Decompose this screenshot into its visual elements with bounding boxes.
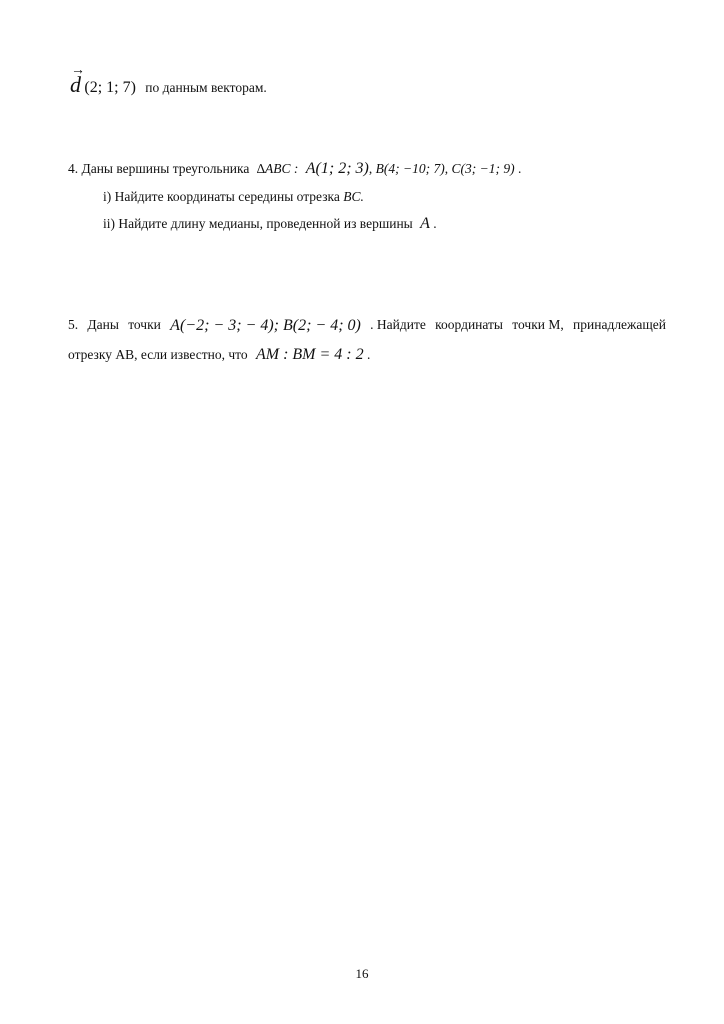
vector-d-symbol: → d — [70, 63, 85, 97]
vector-d-line — [70, 63, 267, 98]
vertex-a-label: A — [420, 215, 430, 232]
segment-bc: BC. — [343, 189, 364, 204]
task4-statement: 4. Даны вершины треугольника ∆ABC : A(1; 2; 3), B(4; −10; 7), C(3; −1; 9) . — [68, 160, 522, 177]
vector-d-text: по данным векторам. — [145, 80, 267, 95]
task5-points: A(−2; − 3; − 4); B(2; − 4; 0) — [170, 317, 361, 334]
vertex-c: C(3; −1; 9) — [451, 161, 515, 176]
task5-ratio: AM : BM = 4 : 2 — [255, 346, 364, 363]
vertex-b: B(4; −10; 7) — [375, 161, 445, 176]
task4-item-ii: ii) Найдите длину медианы, проведенной из вершины A . — [103, 215, 437, 232]
task4-item-i: i) Найдите координаты середины отрезка BC. — [103, 189, 364, 204]
vector-arrow-icon: → — [71, 63, 85, 78]
vector-d-coords: (2; 1; 7) — [84, 79, 136, 96]
task5-line1: 5. Даны точки A(−2; − 3; − 4); B(2; − 4; 0) . Найдите координаты точки M, принадлежащей — [68, 317, 666, 334]
vertex-a: A(1; 2; 3) — [305, 160, 369, 177]
triangle-label: ∆ABC : — [256, 161, 299, 176]
task5-line2: отрезку AB, если известно, что AM : BM = 4 : 2 . — [68, 346, 371, 363]
page-number: 16 — [355, 966, 369, 981]
